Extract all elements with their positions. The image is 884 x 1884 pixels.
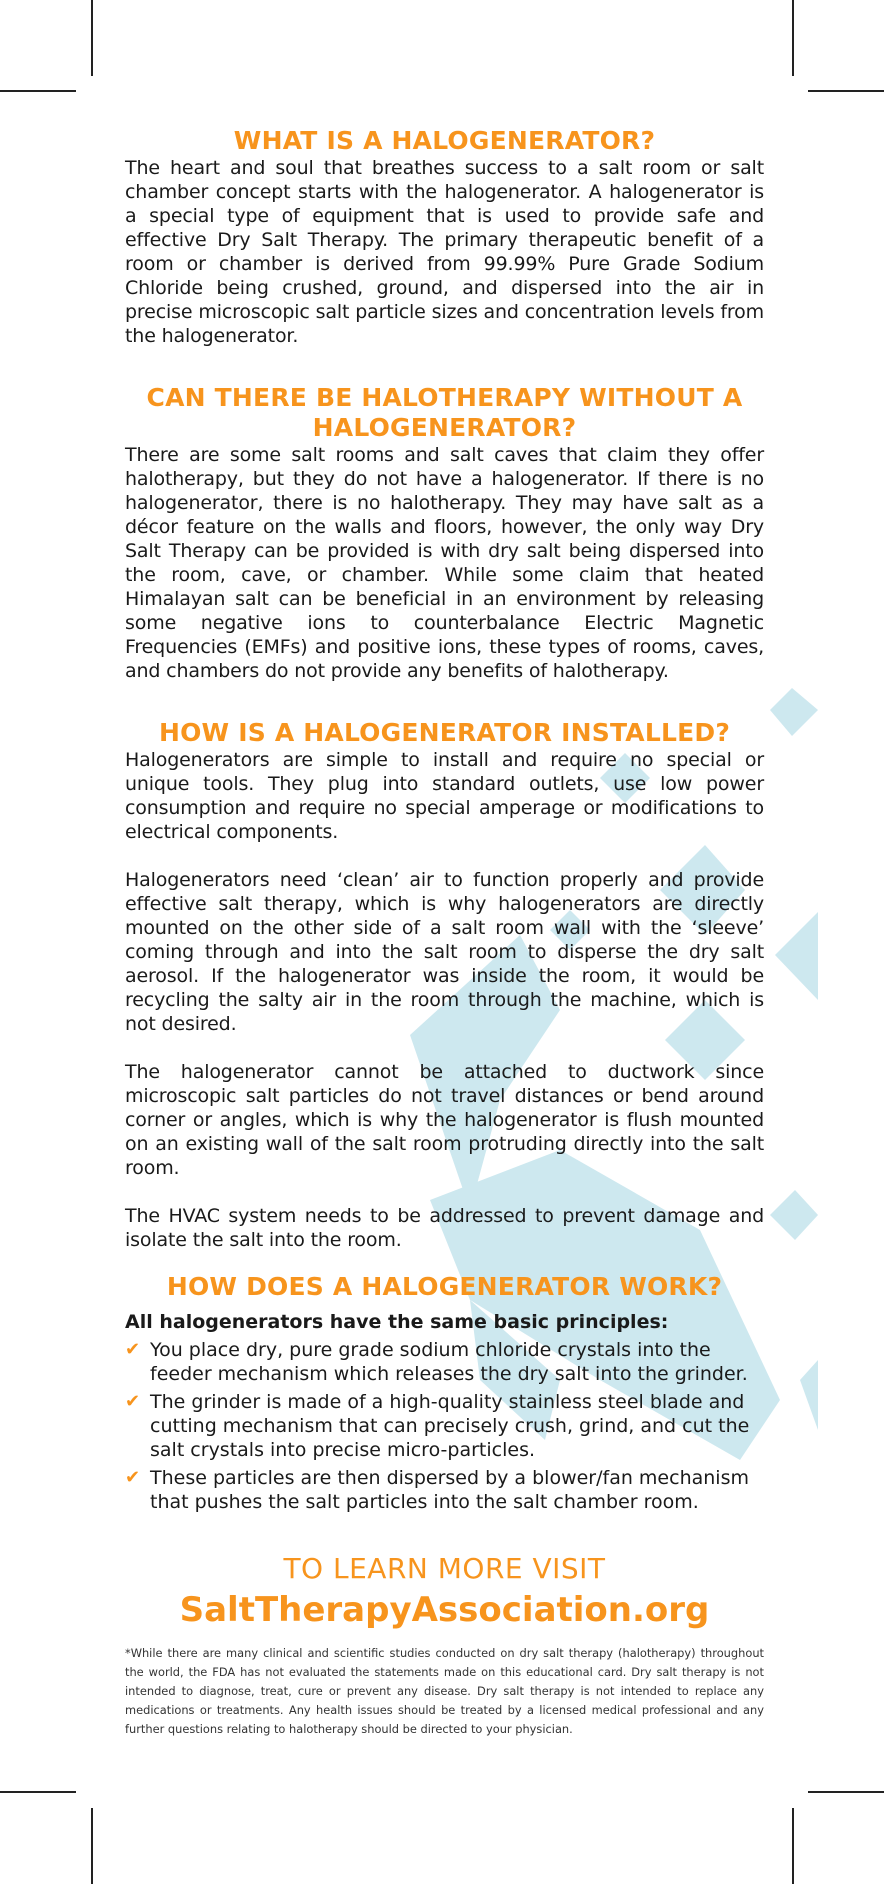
section-heading: CAN THERE BE HALOTHERAPY WITHOUT A HALOGENERATOR? <box>146 383 743 442</box>
section-heading: HOW DOES A HALOGENERATOR WORK? <box>166 1272 723 1301</box>
disclaimer: *While there are many clinical and scientific studies conducted on dry salt therapy (halotherapy) throughout the world, the FDA has not evaluated the statements made on this educational card. Dry salt therapy is not intended to diagnose, treat, cure or prevent any disease. Dry salt therapy is not intended to replace any medications or treatments. Any health issues should be treated by a licensed medical professional and any further questions relating to halotherapy should be directed to your physician. <box>125 1646 764 1736</box>
list-item-text: You place dry, pure grade sodium chloride crystals into the feeder mechanism which releases the dry salt into the grinder. <box>150 1339 748 1385</box>
paragraph: The halogenerator cannot be attached to ductwork since microscopic salt particles do not travel distances or bend around corner or angles, which is why the halogenerator is flush mounted on an existing wall of the salt room protruding directly into the salt room. <box>125 1061 764 1179</box>
checklist <box>125 1338 764 1514</box>
paragraph: Halogenerators are simple to install and require no special or unique tools. They plug into standard outlets, use low power consumption and require no special amperage or modifications to electrical components. <box>125 749 764 843</box>
section-heading: WHAT IS A HALOGENERATOR? <box>233 126 656 155</box>
checkmark-icon: ✔ <box>125 1339 141 1360</box>
paragraph: There are some salt rooms and salt caves that claim they offer halotherapy, but they do not have a halogenerator. If there is no halogenerator, there is no halotherapy. They may have salt as a décor feature on the walls and floors, however, the only way Dry Salt Therapy can be provided is with dry salt being dispersed into the room, cave, or chamber. While some claim that heated Himalayan salt can be beneficial in an environment by releasing some negative ions to counterbalance Electric Magnetic Frequencies (EMFs) and positive ions, these types of rooms, caves, and chambers do not provide any benefits of halotherapy. <box>125 444 764 682</box>
list-item <box>125 1338 764 1386</box>
paragraph: The HVAC system needs to be addressed to prevent damage and isolate the salt into the room. <box>125 1205 764 1251</box>
list-item <box>125 1466 764 1514</box>
website-link[interactable]: SaltTherapyAssociation.org <box>179 1590 710 1630</box>
checkmark-icon: ✔ <box>125 1467 141 1488</box>
list-item-text: These particles are then dispersed by a blower/fan mechanism that pushes the salt particles into the salt chamber room. <box>150 1467 749 1513</box>
list-item <box>125 1390 764 1462</box>
list-item-text: The grinder is made of a high-quality stainless steel blade and cutting mechanism that can precisely crush, grind, and cut the salt crystals into precise micro-particles. <box>150 1391 750 1461</box>
paragraph: The heart and soul that breathes success to a salt room or salt chamber concept starts with the halogenerator. A halogenerator is a special type of equipment that is used to provide safe and effective Dry Salt Therapy. The primary therapeutic benefit of a room or chamber is derived from 99.99% Pure Grade Sodium Chloride being crushed, ground, and dispersed into the air in precise microscopic salt particle sizes and concentration levels from the halogenerator. <box>125 157 764 347</box>
list-lead: All halogenerators have the same basic principles: <box>125 1311 669 1333</box>
checkmark-icon: ✔ <box>125 1391 141 1412</box>
paragraph: Halogenerators need ‘clean’ air to function properly and provide effective salt therapy, which is why halogenerators are directly mounted on the other side of a salt room wall with the ‘sleeve’ coming through and into the salt room to disperse the dry salt aerosol. If the halogenerator was inside the room, it would be recycling the salty air in the room through the machine, which is not desired. <box>125 869 764 1035</box>
cta-line: TO LEARN MORE VISIT <box>283 1552 606 1585</box>
document-body <box>125 126 764 1739</box>
section-heading: HOW IS A HALOGENERATOR INSTALLED? <box>158 718 731 747</box>
